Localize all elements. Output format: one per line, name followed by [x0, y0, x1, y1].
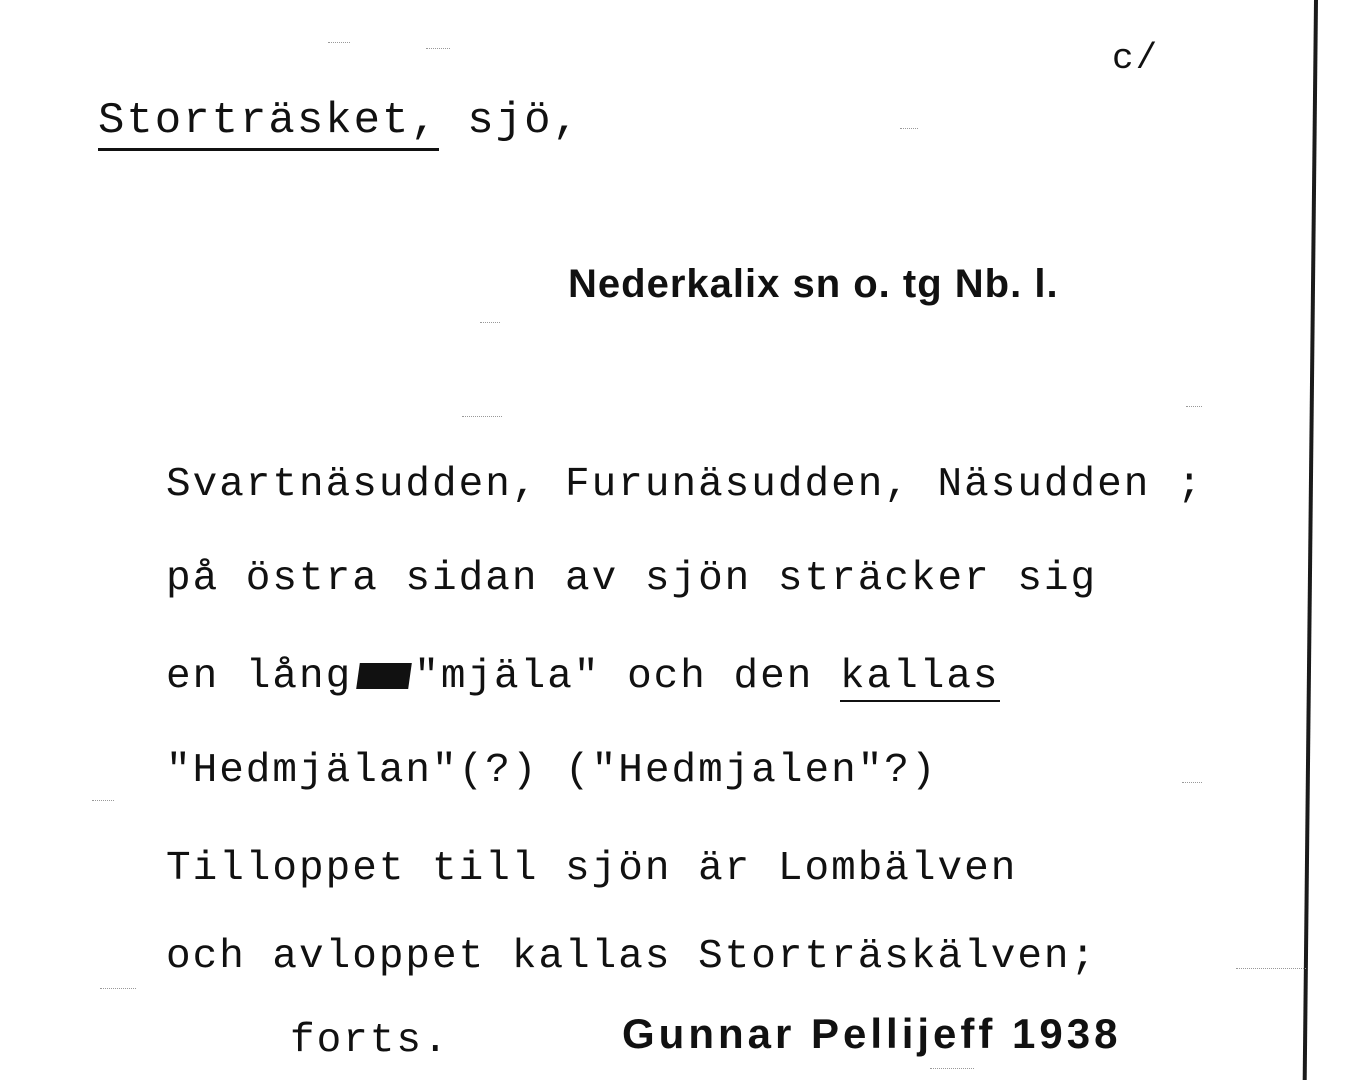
text-line-3: [166, 654, 1000, 700]
text-line-1: Svartnäsudden, Furunäsudden, Näsudden ;: [166, 462, 1204, 508]
text-line-5: Tilloppet till sjön är Lombälven: [166, 846, 1018, 892]
text-line-4: "Hedmjälan"(?) ("Hedmjalen"?): [166, 748, 938, 794]
scan-speck: [328, 42, 350, 44]
headword: Storträsket,: [98, 96, 439, 151]
text-line-2: på östra sidan av sjön sträcker sig: [166, 556, 1098, 602]
continuation-note: forts.: [290, 1018, 450, 1064]
redaction-mark: [356, 663, 412, 689]
text-line-3-underlined: kallas: [839, 654, 1000, 700]
collector-signature: Gunnar Pellijeff 1938: [622, 1010, 1122, 1057]
scan-speck: [900, 128, 918, 130]
scan-speck: [930, 1068, 974, 1070]
text-line-3-middle: "mjäla" och den: [414, 654, 840, 700]
headword-line: [98, 96, 581, 146]
scan-speck: [92, 800, 114, 802]
scan-speck: [462, 416, 502, 418]
parish-label: Nederkalix sn o. tg Nb. l.: [568, 262, 1059, 306]
scan-speck: [426, 48, 450, 50]
text-line-3-start: en lång: [166, 654, 353, 700]
card-mark: c/: [1112, 38, 1160, 79]
headword-type: sjö,: [438, 96, 581, 146]
scan-speck: [100, 988, 136, 990]
card-edge-line: [1303, 0, 1318, 1080]
scan-speck: [480, 322, 500, 324]
scan-speck: [1186, 406, 1202, 408]
scan-speck: [1182, 782, 1202, 784]
text-line-6: och avloppet kallas Storträskälven;: [166, 934, 1098, 980]
scan-speck: [1236, 968, 1306, 970]
